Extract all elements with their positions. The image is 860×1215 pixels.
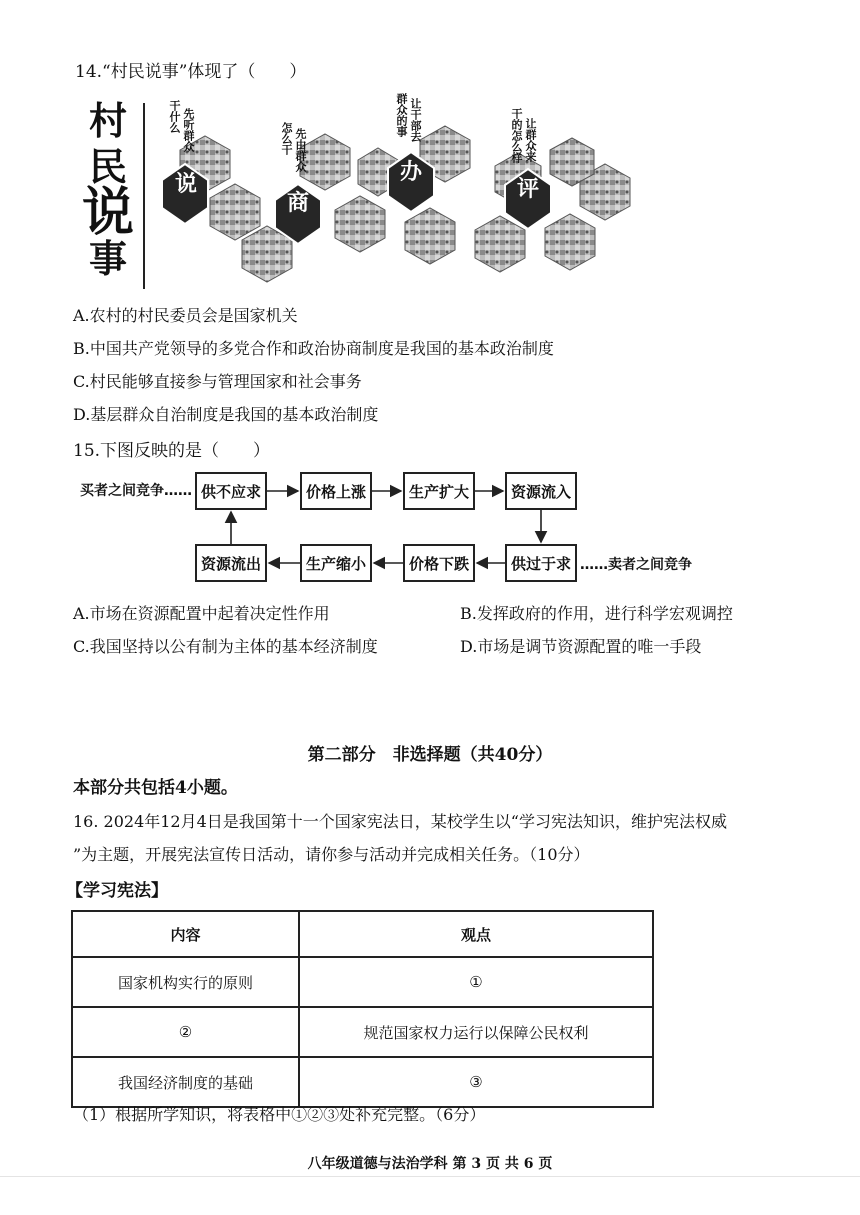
flow-box: 价格下跌 bbox=[403, 544, 475, 582]
caption: 干的怎么样 bbox=[510, 108, 523, 163]
part2-title: 第二部分 非选择题（共40分） bbox=[307, 745, 553, 765]
q15-option-c[interactable]: C.我国坚持以公有制为主体的基本经济制度 bbox=[73, 637, 378, 656]
table-row bbox=[72, 1057, 653, 1107]
poster-title-char: 说 bbox=[81, 182, 134, 243]
constitution-table bbox=[71, 910, 654, 1108]
hex-label: 商 bbox=[286, 191, 309, 216]
table-cell: 我国经济制度的基础 bbox=[72, 1057, 299, 1107]
flow-box: 供不应求 bbox=[195, 472, 267, 510]
table-header-row bbox=[72, 911, 653, 957]
caption: 群众的事 bbox=[395, 93, 408, 137]
section-heading: 【学习宪法】 bbox=[66, 881, 168, 901]
table-cell: 规范国家权力运行以保障公民权利 bbox=[299, 1007, 653, 1057]
q15-option-b[interactable]: B.发挥政府的作用，进行科学宏观调控 bbox=[460, 604, 733, 623]
table-row bbox=[72, 1007, 653, 1057]
flow-right-label: ……卖者之间竞争 bbox=[580, 557, 692, 573]
divider bbox=[0, 1176, 860, 1177]
table-header: 内容 bbox=[72, 911, 299, 957]
flow-box: 资源流出 bbox=[195, 544, 267, 582]
q14-option-c[interactable]: C.村民能够直接参与管理国家和社会事务 bbox=[73, 372, 362, 391]
q15-option-a[interactable]: A.市场在资源配置中起着决定性作用 bbox=[73, 604, 330, 623]
table-cell: 国家机构实行的原则 bbox=[72, 957, 299, 1007]
page-footer: 八年级道德与法治学科 第 3 页 共 6 页 bbox=[307, 1156, 553, 1172]
table-cell: ① bbox=[299, 957, 653, 1007]
caption: 怎么干 bbox=[280, 122, 293, 155]
poster-title-char: 民 bbox=[88, 144, 127, 189]
q16-stem-line2: ”为主题，开展宪法宣传日活动，请你参与活动并完成相关任务。（10分） bbox=[73, 845, 590, 864]
q15-stem: 15.下图反映的是（ ） bbox=[73, 441, 271, 461]
flow-box: 资源流入 bbox=[505, 472, 577, 510]
q16-subquestion-1: （1）根据所学知识，将表格中①②③处补充完整。（6分） bbox=[73, 1105, 486, 1124]
caption: 让干部去 bbox=[409, 98, 422, 142]
q14-stem: 14.“村民说事”体现了（ ） bbox=[75, 62, 307, 82]
flow-arrows bbox=[0, 0, 860, 600]
flow-box: 价格上涨 bbox=[300, 472, 372, 510]
q16-stem-line1: 16. 2024年12月4日是我国第十一个国家宪法日，某校学生以“学习宪法知识，维护宪法权威 bbox=[73, 812, 727, 831]
caption: 先由群众 bbox=[294, 128, 307, 172]
poster-title-char: 村 bbox=[88, 98, 127, 143]
q14-option-a[interactable]: A.农村的村民委员会是国家机关 bbox=[73, 306, 298, 325]
table-row bbox=[72, 957, 653, 1007]
flow-left-label: 买者之间竞争…… bbox=[80, 483, 192, 499]
table-cell: ③ bbox=[299, 1057, 653, 1107]
hex-label: 评 bbox=[516, 177, 539, 202]
flow-box: 供过于求 bbox=[505, 544, 577, 582]
flow-box: 生产扩大 bbox=[403, 472, 475, 510]
caption: 干什么 bbox=[168, 100, 181, 133]
hex-label: 说 bbox=[174, 172, 197, 197]
q14-option-b[interactable]: B.中国共产党领导的多党合作和政治协商制度是我国的基本政治制度 bbox=[73, 339, 554, 358]
table-header: 观点 bbox=[299, 911, 653, 957]
q15-option-d[interactable]: D.市场是调节资源配置的唯一手段 bbox=[460, 637, 702, 656]
hex-label: 办 bbox=[399, 160, 422, 185]
q14-option-d[interactable]: D.基层群众自治制度是我国的基本政治制度 bbox=[73, 405, 379, 424]
caption: 让群众来 bbox=[524, 118, 537, 162]
table-cell: ② bbox=[72, 1007, 299, 1057]
caption: 先听群众 bbox=[182, 108, 195, 152]
poster-title-char: 事 bbox=[88, 236, 127, 281]
flow-box: 生产缩小 bbox=[300, 544, 372, 582]
part2-intro: 本部分共包括4小题。 bbox=[73, 778, 238, 798]
